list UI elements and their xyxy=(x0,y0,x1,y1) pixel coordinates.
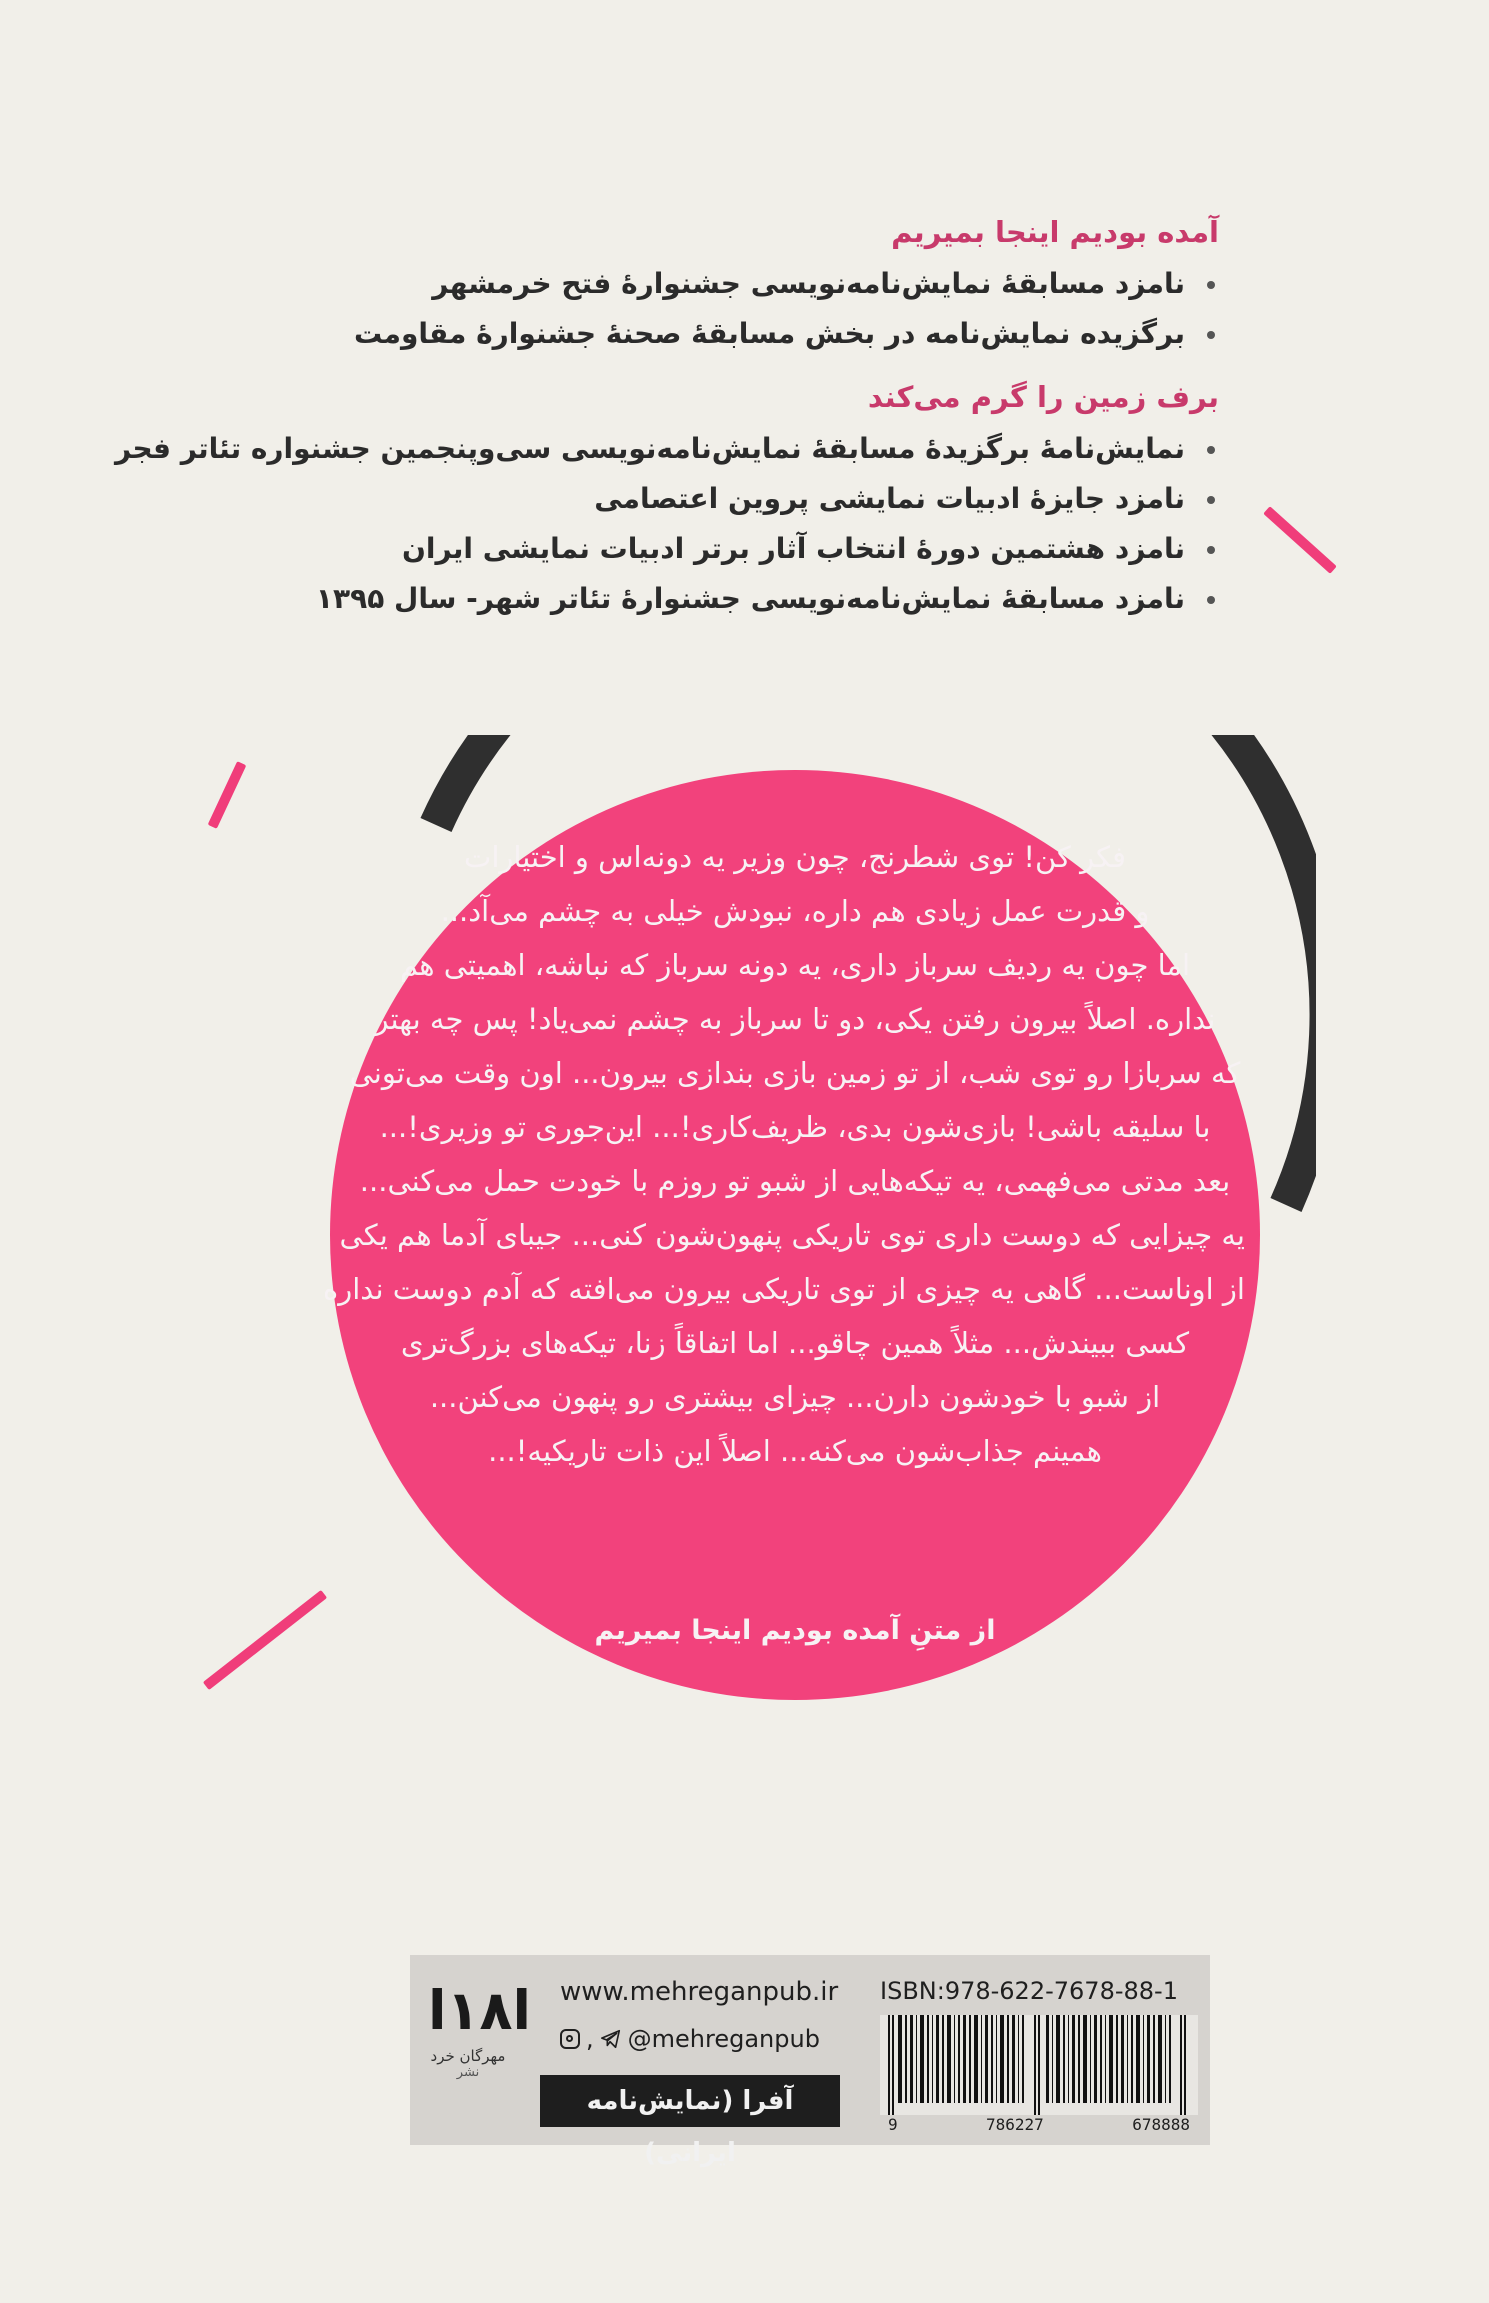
excerpt-line: یه چیزایی که دوست داری توی تاریکی پنهون‌شون کنی... جیبای آدما هم یکی xyxy=(339,1218,1245,1252)
social-handle-row: , @mehreganpub xyxy=(560,2025,820,2053)
award-item: برگزیده نمایش‌نامه در بخش مسابقهٔ صحنهٔ جشنوارهٔ مقاومت xyxy=(239,309,1219,359)
award-item: نامزد مسابقهٔ نمایش‌نامه‌نویسی جشنوارهٔ فتح خرمشهر xyxy=(239,259,1219,309)
excerpt-line: از شبو با خودشون دارن... چیزای بیشتری رو پنهون می‌کنن... xyxy=(429,1380,1161,1414)
social-handle[interactable]: @mehreganpub xyxy=(627,2025,820,2053)
excerpt-line: از اوناست... گاهی یه چیزی از توی تاریکی بیرون می‌افته که آدم دوست نداره xyxy=(323,1272,1245,1306)
barcode xyxy=(880,2015,1198,2115)
award-book-title: آمده بودیم اینجا بمیریم xyxy=(891,215,1219,249)
barcode-digit-group: 786227 xyxy=(986,2115,1044,2134)
isbn-label: ISBN:978-622-7678-88-1 xyxy=(880,1977,1178,2005)
publisher-logo-mark: ا۱۸ا xyxy=(428,1979,531,2042)
award-list xyxy=(239,259,1219,359)
decorative-dash xyxy=(1263,506,1337,574)
barcode-digits xyxy=(880,2115,1198,2134)
excerpt-line: نداره. اصلاً بیرون رفتن یکی، دو تا سرباز به چشم نمی‌یاد! پس چه بهتر xyxy=(374,1002,1216,1036)
decorative-dash xyxy=(203,1590,327,1690)
awards-block-1 xyxy=(239,215,1219,359)
barcode-digit-group: 9 xyxy=(888,2115,898,2134)
award-item: نامزد مسابقهٔ نمایش‌نامه‌نویسی جشنوارهٔ تئاتر شهر- سال ۱۳۹۵ xyxy=(239,574,1219,624)
publisher-website[interactable]: www.mehreganpub.ir xyxy=(560,1977,839,2007)
instagram-icon xyxy=(560,2029,580,2049)
decorative-dash xyxy=(208,761,247,829)
publisher-logo xyxy=(428,1979,531,2080)
excerpt-line: فکر کن! توی شطرنج، چون وزیر یه دونه‌اس و اختیارات xyxy=(464,840,1126,874)
barcode-digit-group: 678888 xyxy=(1132,2115,1190,2134)
award-item: نامزد هشتمین دورهٔ انتخاب آثار برتر ادبیات نمایشی ایران xyxy=(239,524,1219,574)
excerpt-text xyxy=(323,830,1245,1478)
award-list xyxy=(115,424,1219,624)
publisher-footer xyxy=(410,1955,1210,2168)
award-item: نمایش‌نامهٔ برگزیدهٔ مسابقهٔ نمایش‌نامه‌نویسی سی‌وپنجمین جشنواره تئاتر فجر xyxy=(239,424,1219,474)
excerpt-line: که سربازا رو توی شب، از تو زمین بازی بندازی بیرون... اون وقت می‌تونی xyxy=(349,1056,1241,1090)
award-book-title: برف زمین را گرم می‌کند xyxy=(867,380,1219,414)
series-label: آفرا (نمایش‌نامه ایرانی) xyxy=(540,2075,840,2127)
excerpt-line: اما چون یه ردیف سرباز داری، یه دونه سرباز که نباشه، اهمیتی هم xyxy=(399,948,1191,982)
award-item: نامزد جایزهٔ ادبیات نمایشی پروین اعتصامی xyxy=(239,474,1219,524)
telegram-icon xyxy=(600,2028,622,2050)
excerpt-line: با سلیقه باشی! بازی‌شون بدی، ظریف‌کاری!... این‌جوری تو وزیری!... xyxy=(379,1110,1211,1144)
publisher-name: مهرگان خرد xyxy=(430,2047,506,2065)
excerpt-line: بعد مدتی می‌فهمی، یه تیکه‌هایی از شبو تو روزم با خودت حمل می‌کنی... xyxy=(359,1164,1231,1198)
excerpt-line: کسی ببیندش... مثلاً همین چاقو... اما اتفاقاً زنا، تیکه‌های بزرگ‌تری xyxy=(400,1326,1190,1360)
excerpt-source: از متنِ آمده بودیم اینجا بمیریم xyxy=(594,1615,996,1646)
awards-block-2 xyxy=(115,380,1219,624)
publisher-sub: نشر xyxy=(456,2065,480,2080)
excerpt-line: همینم جذاب‌شون می‌کنه... اصلاً این ذات تاریکیه!... xyxy=(488,1434,1102,1468)
excerpt-line: و قدرت عمل زیادی هم داره، نبودش خیلی به چشم می‌آد... xyxy=(440,894,1150,928)
